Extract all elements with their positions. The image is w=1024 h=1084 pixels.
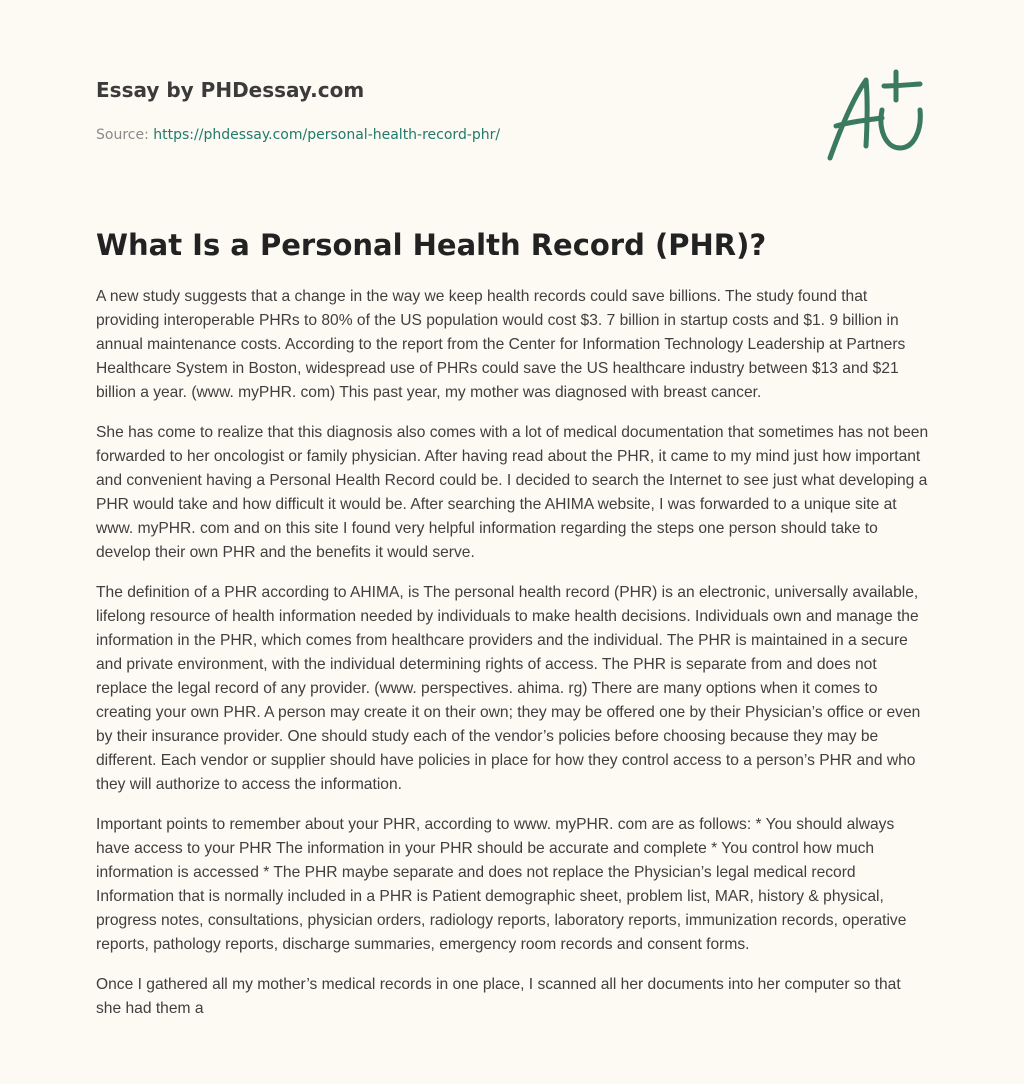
paragraph: She has come to realize that this diagnosis also comes with a lot of medical documentation that sometimes has not been forwarded to her oncologist or family physician. After having read about the PHR, it came to my mind just how important and convenient having a Personal Health Record could be. I decided to search the Internet to see just what developing a PHR would take and how difficult it would be. After searching the AHIMA website, I was forwarded to a unique site at www. myPHR. com and on this site I found very helpful information regarding the steps one person should take to develop their own PHR and the benefits it would serve. [96, 424, 929, 561]
source-label: Source: [96, 127, 149, 143]
brand-title: Essay by PHDessay.com [96, 78, 365, 102]
paragraph: Important points to remember about your PHR, according to www. myPHR. com are as follows: * You should always have access to your PHR The information in your PHR should be accurate and complete * You control how much information is accessed * The PHR maybe separate and does not replace the Physician’s legal medical record Information that is normally included in a PHR is Patient demographic sheet, problem list, MAR, history & physical, progress notes, consultations, physician orders, radiology reports, laboratory reports, immunization records, operative reports, pathology reports, discharge summaries, emergency room records and consent forms. [96, 816, 907, 953]
paragraph: The definition of a PHR according to AHIMA, is The personal health record (PHR) is an electronic, universally available, lifelong resource of health information needed by individuals to make health decisions. Individuals own and manage the information in the PHR, which comes from healthcare providers and the individual. The PHR is maintained in a secure and private environment, with the individual determining rights of access. The PHR is separate from and does not replace the legal record of any provider. (www. perspectives. ahima. rg) There are many options when it comes to creating your own PHR. A person may create it on their own; they may be offered one by their Physician’s office or even by their insurance provider. One should study each of the vendor’s policies before choosing because they may be different. Each vendor or supplier should have policies in place for how they control access to a person’s PHR and who they will authorize to access the information. [96, 584, 921, 793]
article-title: What Is a Personal Health Record (PHR)? [96, 228, 767, 262]
a-plus-logo-icon [822, 68, 928, 164]
essay-header [96, 76, 716, 145]
paragraph: A new study suggests that a change in the way we keep health records could save billions. The study found that providing interoperable PHRs to 80% of the US population would cost $3. 7 billion in startup costs and $1. 9 billion in annual maintenance costs. According to the report from the Center for Information Technology Leadership at Partners Healthcare System in Boston, widespread use of PHRs could save the US healthcare industry between $13 and $21 billion a year. (www. myPHR. com) This past year, my mother was diagnosed with breast cancer. [96, 288, 906, 401]
source-line [96, 125, 716, 145]
source-link[interactable]: https://phdessay.com/personal-health-record-phr/ [153, 127, 501, 143]
paragraph: Once I gathered all my mother’s medical records in one place, I scanned all her documents into her computer so that she had them a [96, 976, 901, 1017]
article-body [96, 285, 930, 1077]
